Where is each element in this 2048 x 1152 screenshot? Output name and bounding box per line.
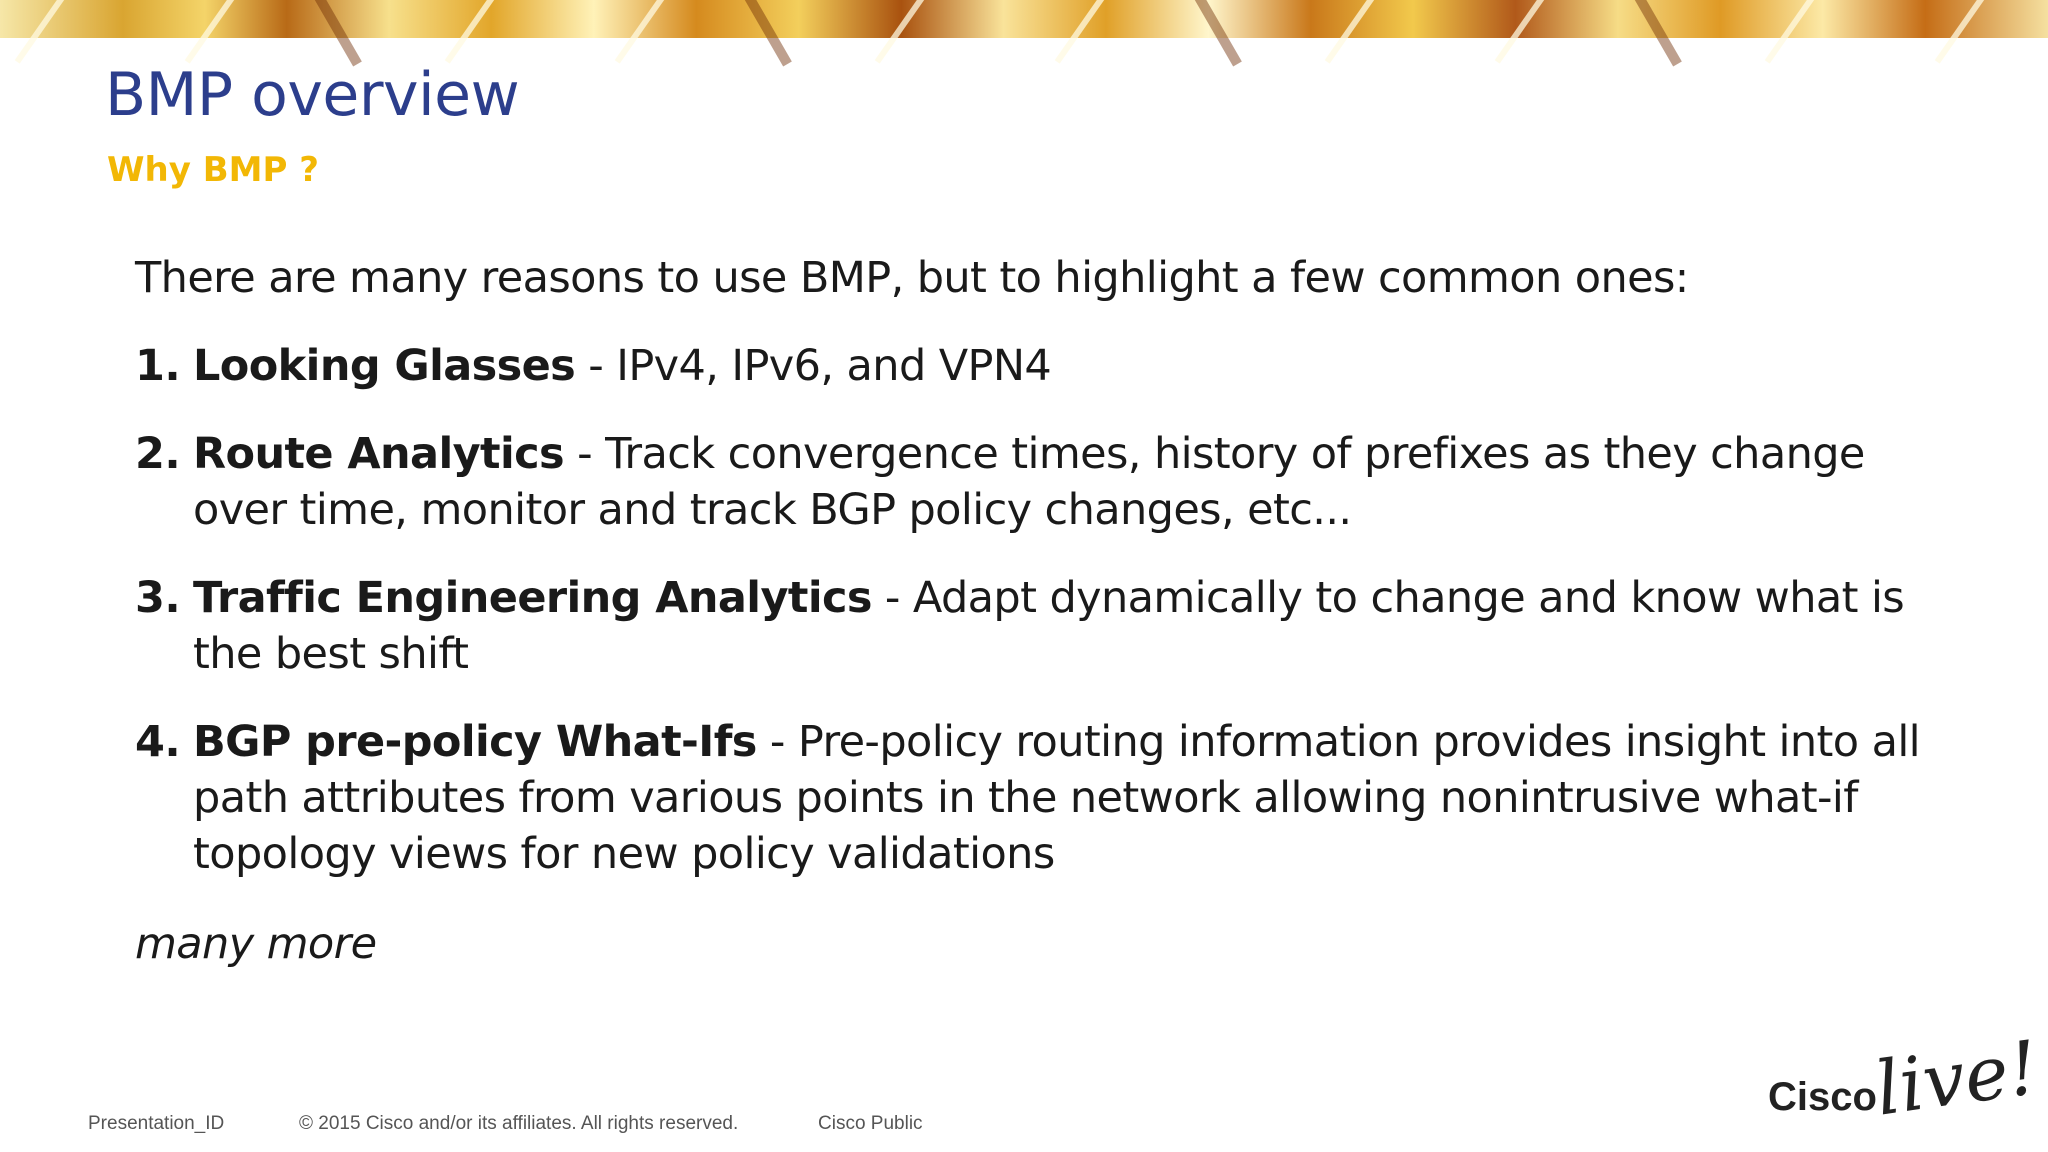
logo-word-live: live!	[1870, 1024, 2044, 1133]
footer-classification: Cisco Public	[818, 1113, 923, 1134]
list-item-description: - Pre-policy routing information provides insight into all path attributes from various points in the network allowing nonintrusive what-if topology views for new policy validations	[193, 717, 1921, 879]
list-item-number: 4.	[135, 717, 181, 767]
list-item	[135, 570, 1955, 682]
list-item-description: - IPv4, IPv6, and VPN4	[575, 341, 1052, 391]
list-item-number: 3.	[135, 573, 181, 623]
footer-presentation-id: Presentation_ID	[88, 1113, 225, 1134]
footer-copyright: © 2015 Cisco and/or its affiliates. All rights reserved.	[299, 1113, 739, 1134]
list-item-number: 2.	[135, 429, 181, 479]
list-item-term: Traffic Engineering Analytics	[193, 573, 872, 623]
list-item-term: BGP pre-policy What-Ifs	[193, 717, 757, 767]
intro-text: There are many reasons to use BMP, but to highlight a few common ones:	[135, 253, 1689, 303]
list-item-term: Route Analytics	[193, 429, 565, 479]
list-item-description: - Adapt dynamically to change and know what is the best shift	[193, 573, 1905, 679]
list-item	[135, 714, 1955, 882]
slide-title: BMP overview	[105, 60, 520, 130]
slide-subtitle: Why BMP ?	[107, 150, 319, 190]
list-item	[135, 426, 1955, 538]
logo-word-cisco: Cisco	[1768, 1075, 1877, 1119]
list-item-term: Looking Glasses	[193, 341, 576, 391]
reasons-list	[135, 338, 1955, 914]
list-item-number: 1.	[135, 341, 181, 391]
decorative-banner	[0, 0, 2048, 38]
cisco-live-logo	[1766, 1024, 2044, 1133]
list-item	[135, 338, 1955, 394]
closing-text: many more	[135, 919, 377, 969]
list-item-description: - Track convergence times, history of prefixes as they change over time, monitor and track BGP policy changes, etc...	[193, 429, 1865, 535]
